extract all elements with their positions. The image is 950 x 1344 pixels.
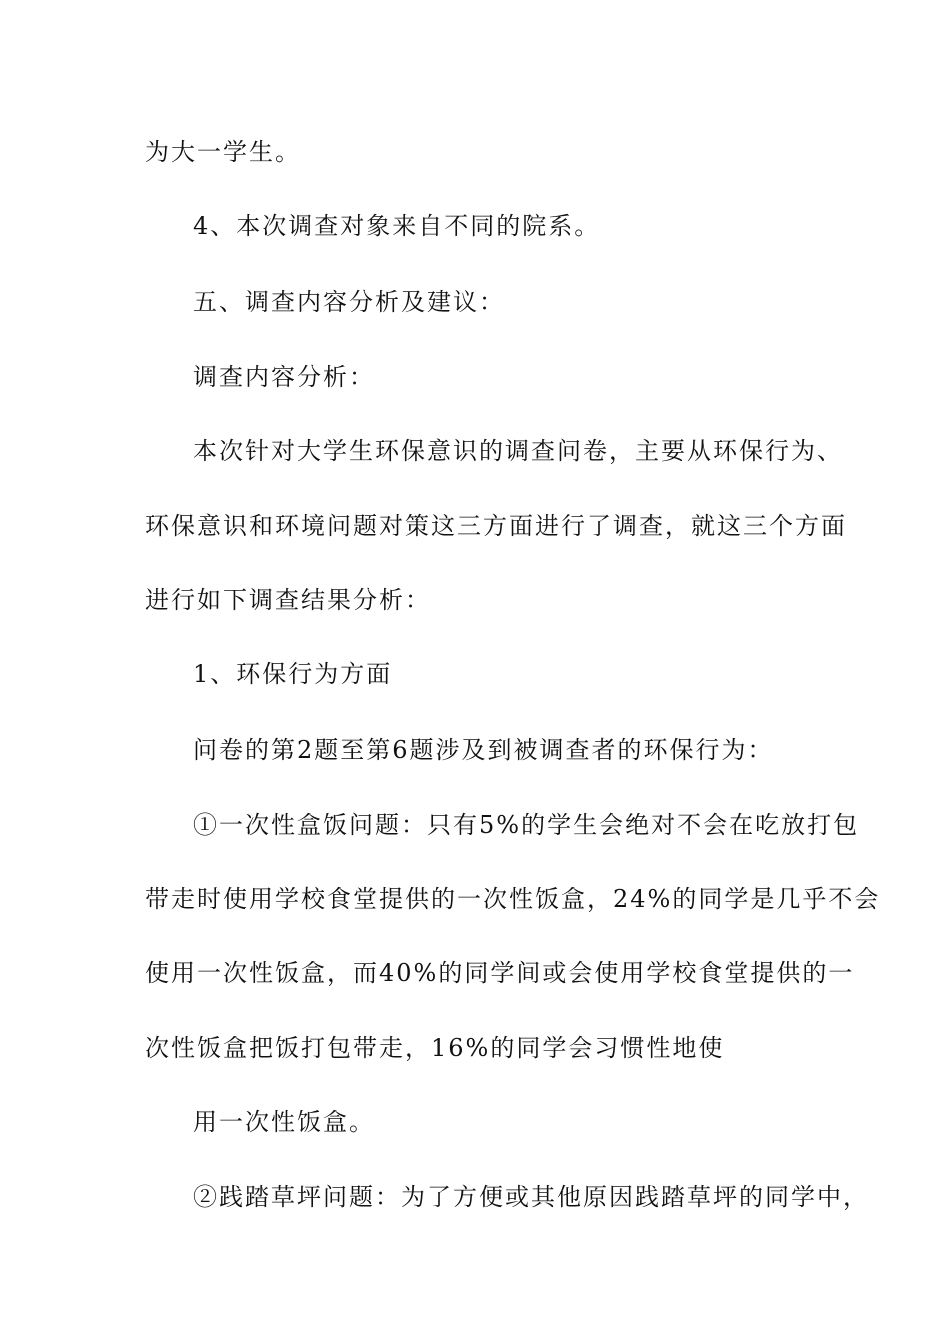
- text-line: 环保意识和环境问题对策这三方面进行了调查，就这三个方面: [145, 512, 847, 540]
- text-line: 使用一次性饭盒，而40%的同学间或会使用学校食堂提供的一: [145, 959, 855, 987]
- text-line: 带走时使用学校食堂提供的一次性饭盒，24%的同学是几乎不会: [145, 885, 881, 913]
- text-line: 问卷的第2题至第6题涉及到被调查者的环保行为：: [193, 736, 774, 764]
- text-line: 进行如下调查结果分析：: [145, 586, 431, 614]
- subsection-heading: 1、环保行为方面: [193, 660, 393, 688]
- text-line: 用一次性饭盒。: [193, 1108, 375, 1136]
- text-line: ②践踏草坪问题：为了方便或其他原因践踏草坪的同学中，: [193, 1183, 869, 1211]
- text-line: ①一次性盒饭问题：只有5%的学生会绝对不会在吃放打包: [193, 811, 860, 839]
- subsection-heading: 调查内容分析：: [193, 363, 375, 391]
- text-line: 为大一学生。: [145, 138, 301, 166]
- text-line: 次性饭盒把饭打包带走，16%的同学会习惯性地使: [145, 1034, 725, 1062]
- section-heading: 五、调查内容分析及建议：: [193, 288, 505, 316]
- text-line: 本次针对大学生环保意识的调查问卷，主要从环保行为、: [193, 437, 843, 465]
- text-line: 4、本次调查对象来自不同的院系。: [193, 212, 601, 240]
